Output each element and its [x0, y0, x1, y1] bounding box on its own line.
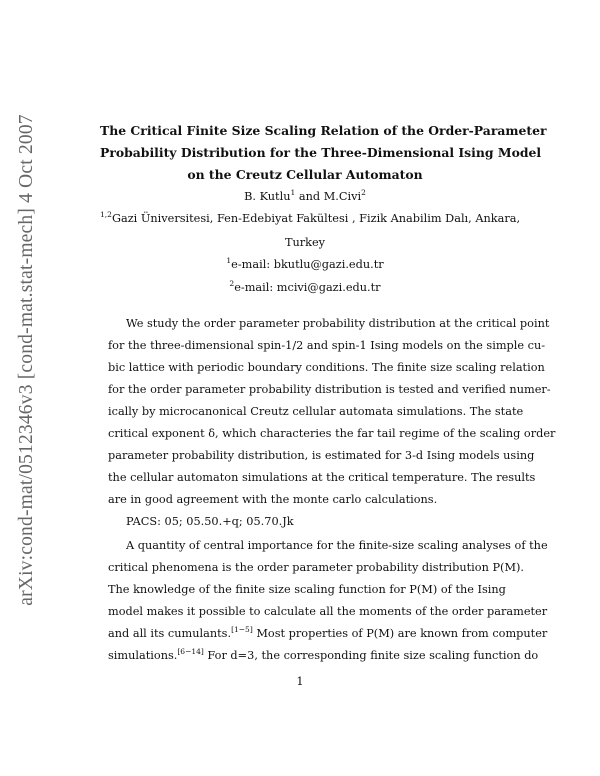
intro-line: model makes it possible to calculate all the moments of the order parameter [108, 605, 548, 618]
intro-line: A quantity of central importance for the finite-size scaling analyses of the [126, 539, 548, 552]
abstract-line: the cellular automaton simulations at the critical temperature. The results [108, 471, 536, 484]
abstract-line: for the three-dimensional spin-1/2 and spin-1 Ising models on the simple cu- [108, 339, 546, 352]
author-list [100, 190, 510, 203]
author-2-sup: 2 [361, 188, 366, 198]
paper-title [100, 120, 547, 186]
intro-line: and all its cumulants.[1−5] Most properties of P(M) are known from computer [108, 625, 548, 640]
abstract-line: bic lattice with periodic boundary conditions. The finite size scaling relation [108, 361, 545, 374]
email-1: $^1$e-mail: bkutlu@gazi.edu.tr [226, 256, 384, 271]
intro-line: simulations.[6−14] For d=3, the corresponding finite size scaling function do [108, 647, 539, 662]
title-line-2: Probability Distribution for the Three-Dimensional Ising Model [100, 145, 542, 160]
author-separator: and [295, 190, 324, 203]
abstract-line: critical exponent δ, which characteries the far tail regime of the scaling order [108, 427, 556, 440]
abstract-line: for the order parameter probability distribution is tested and verified numer- [108, 383, 551, 396]
arxiv-sidebar-stamp [7, 110, 47, 610]
abstract-line: parameter probability distribution, is estimated for 3-d Ising models using [108, 449, 535, 462]
intro-line: critical phenomena is the order parameter probability distribution P(M). [108, 561, 525, 574]
affiliation-line-1: $^{1,2}$Gazi Üniversitesi, Fen-Edebiyat Fakültesi , Fizik Anabilim Dalı, Ankara, [100, 210, 521, 225]
affiliation-line-2: Turkey [284, 236, 326, 249]
page-number: 1 [296, 675, 304, 688]
introduction-paragraph [108, 535, 548, 667]
citation-ref: [6−14] [177, 647, 204, 657]
title-line-1: The Critical Finite Size Scaling Relation of the Order-Parameter [100, 123, 547, 138]
pacs-codes: PACS: 05; 05.50.+q; 05.70.Jk [126, 515, 294, 528]
title-line-3: on the Creutz Cellular Automaton [187, 167, 423, 182]
author-1: B. Kutlu [244, 190, 291, 203]
author-2: M.Civi [323, 190, 362, 203]
author-1-sup: 1 [290, 188, 296, 198]
abstract-line: We study the order parameter probability distribution at the critical point [126, 317, 550, 330]
citation-ref: [1−5] [231, 625, 253, 635]
abstract [108, 313, 556, 511]
abstract-line: are in good agreement with the monte carlo calculations. [108, 493, 438, 506]
email-2: $^2$e-mail: mcivi@gazi.edu.tr [229, 279, 381, 294]
abstract-line: ically by microcanonical Creutz cellular automata simulations. The state [108, 405, 524, 418]
arxiv-identifier: arXiv:cond-mat/0512346v3 [cond-mat.stat-mech] 4 Oct 2007 [16, 114, 37, 606]
affiliation-sup: 1,2 [100, 210, 112, 220]
intro-line: The knowledge of the finite size scaling function for P(M) of the Ising [108, 583, 506, 596]
